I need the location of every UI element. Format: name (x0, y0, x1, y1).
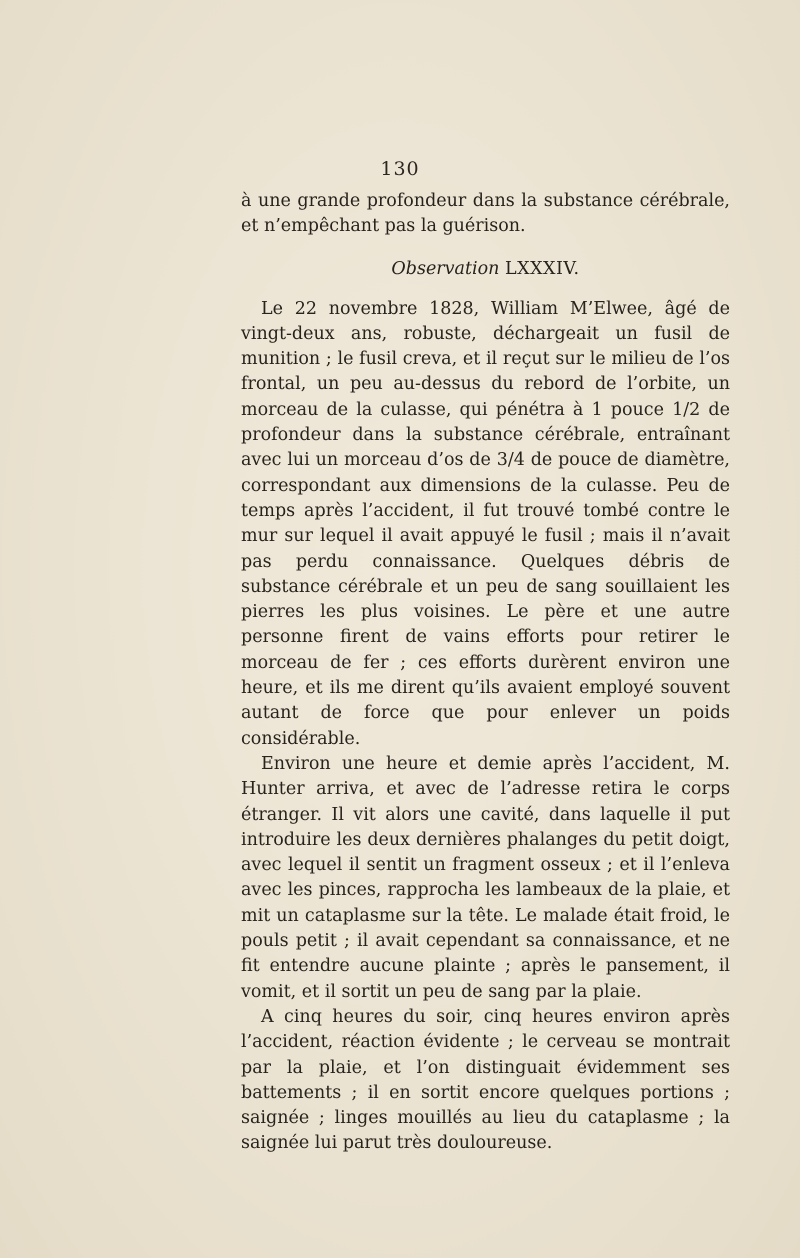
paragraph-2: Environ une heure et demie après l’accident, M. Hunter arriva, et avec de l’adresse retira le corps étranger. Il vit alors une cavité, dans laquelle il put introduire les deux dernières phalanges du petit doigt, avec lequel il sentit un fragment osseux ; et il l’enleva avec les pinces, rapprocha les lambeaux de la plaie, et mit un cataplasme sur la tête. Le malade était froid, le pouls petit ; il avait cependant sa connaissance, et ne fit entendre aucune plainte ; après le pansement, il vomit, et il sortit un peu de sang par la plaie. (241, 753, 730, 1002)
paragraph-1: Le 22 novembre 1828, William M’Elwee, âgé de vingt-deux ans, robuste, déchargeait un fusil de munition ; le fusil creva, et il reçut sur le milieu de l’os frontal, un peu au-dessus du rebord de l’orbite, un morceau de la culasse, qui pénétra à 1 pouce 1/2 de profondeur dans la substance cérébrale, entraînant avec lui un morceau d’os de 3/4 de pouce de diamètre, correspondant aux dimensions de la culasse. Peu de temps après l’accident, il fut trouvé tombé contre le mur sur lequel il avait appuyé le fusil ; mais il n’avait pas perdu connaissance. Quelques débris de substance cérébrale et un peu de sang souillaient les pierres les plus voisines. Le père et une autre personne firent de vains efforts pour retirer le morceau de fer ; ces efforts durèrent environ une heure, et ils me dirent qu’ils avaient employé souvent autant de force que pour enlever un poids considérable. (241, 298, 730, 749)
paragraph-3: A cinq heures du soir, cinq heures environ après l’accident, réaction évidente ; le cerveau se montrait par la plaie, et l’on distinguait évidemment ses battements ; il en sortit encore quelques portions ; saignée ; linges mouillés au lieu du cataplasme ; la saignée lui parut très douloureuse. (241, 1006, 730, 1154)
page-number: 130 (380, 158, 420, 180)
continuation-paragraph: à une grande profondeur dans la substance cérébrale, et n’empêchant pas la guérison. (241, 191, 730, 237)
observation-number: LXXXIV. (505, 258, 580, 279)
text-block (241, 189, 730, 1157)
observation-heading (241, 257, 730, 282)
observation-label: Observation (391, 258, 500, 279)
